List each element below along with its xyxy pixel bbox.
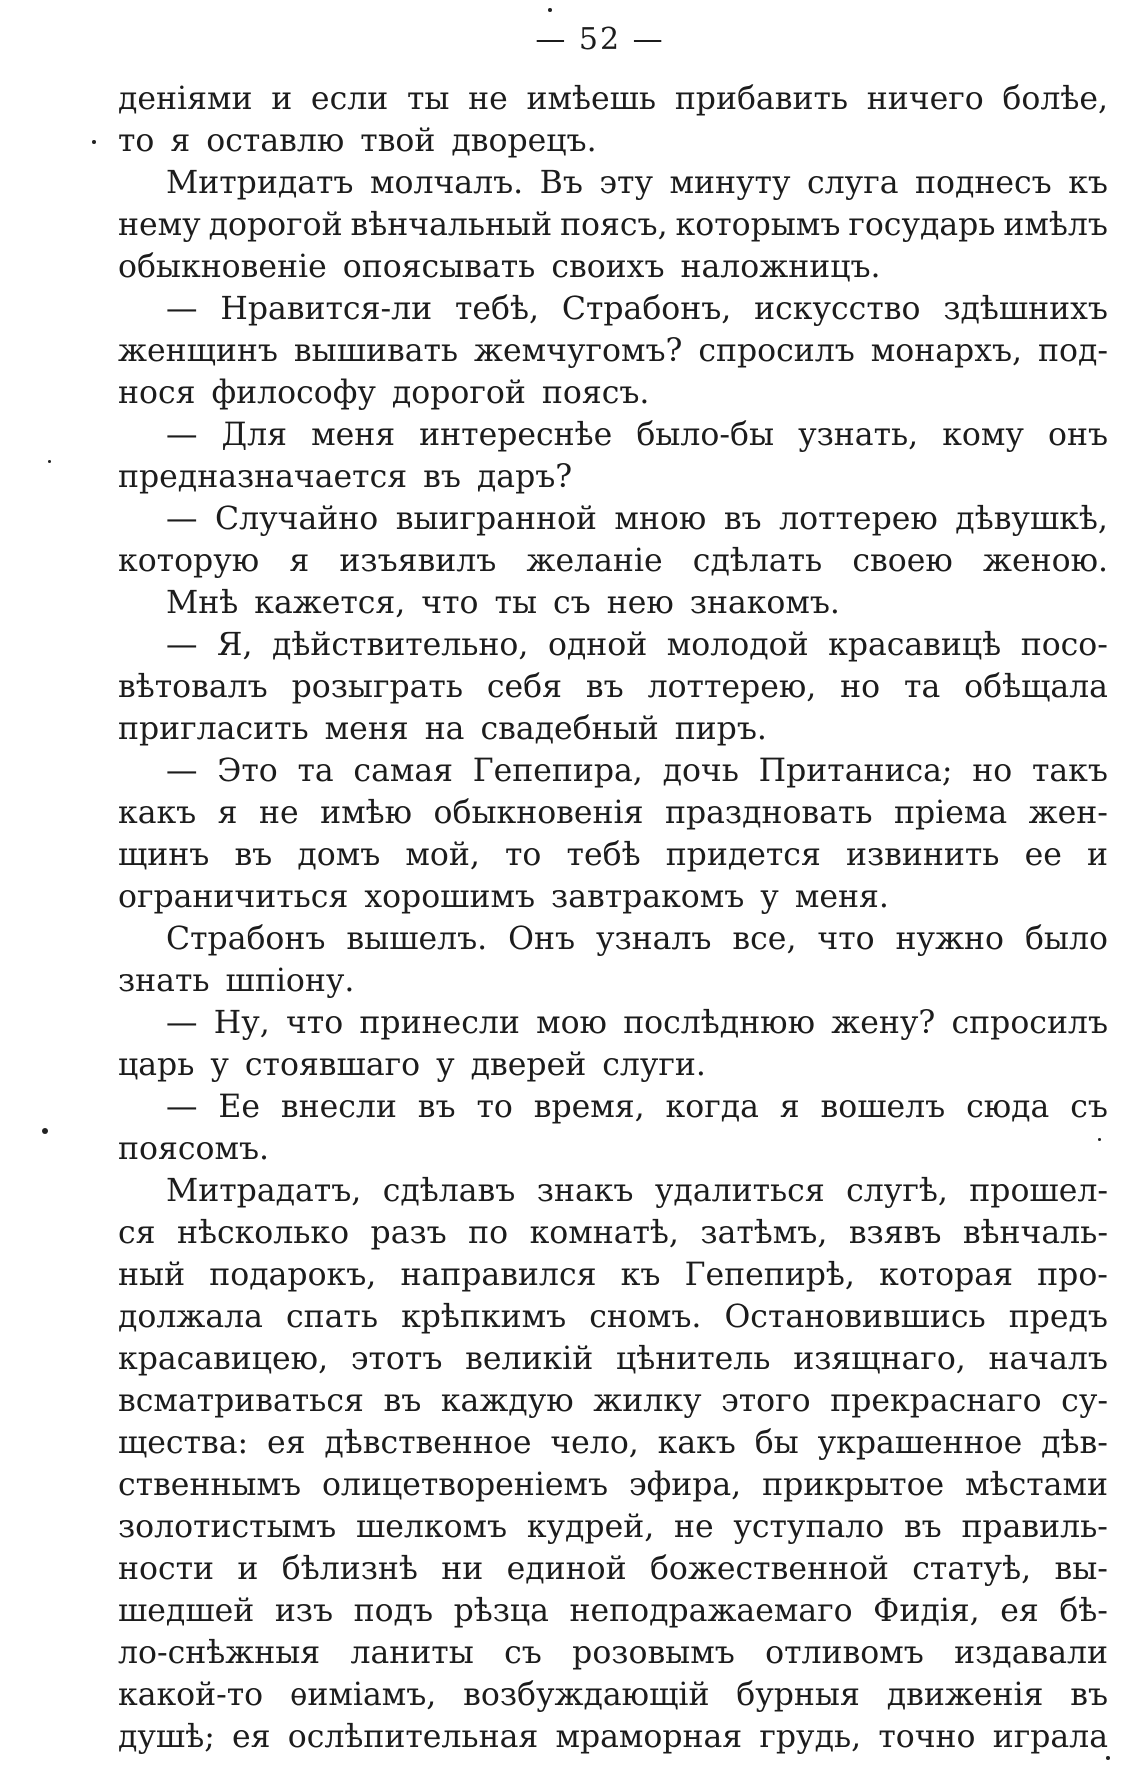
text-line: — Нравится-ли тебѣ, Страбонъ, искусство здѣшнихъ xyxy=(166,291,1108,327)
text-line: красавицею, этотъ великій цѣнитель изящнаго, началъ xyxy=(118,1341,1108,1377)
text-line: — Я, дѣйствительно, одной молодой красавицѣ посо- xyxy=(166,627,1108,663)
text-line: вѣтовалъ розыграть себя въ лоттерею, но та обѣщала xyxy=(118,669,1108,705)
text-line: — Ее внесли въ то время, когда я вошелъ сюда съ xyxy=(166,1089,1108,1125)
text-line: ный подарокъ, направился къ Гепепирѣ, которая про- xyxy=(118,1257,1108,1293)
ink-speck xyxy=(548,8,552,12)
text-line: то я оставлю твой дворецъ. xyxy=(118,123,597,159)
text-line: душѣ; ея ослѣпительная мраморная грудь, точно играла xyxy=(118,1719,1108,1755)
text-line: пригласить меня на свадебный пиръ. xyxy=(118,711,767,747)
body-text xyxy=(118,78,1108,1758)
ink-speck xyxy=(48,460,51,463)
page-number: — 52 — xyxy=(535,22,665,57)
text-line: какой-то ѳиміамъ, возбуждающій бурныя движенія въ xyxy=(118,1677,1108,1713)
text-line: знать шпіону. xyxy=(118,963,355,999)
text-line: ло-снѣжныя ланиты съ розовымъ отливомъ издавали xyxy=(118,1635,1108,1671)
text-line: Митридатъ молчалъ. Въ эту минуту слуга поднесъ къ xyxy=(166,165,1108,201)
text-line: должала спать крѣпкимъ сномъ. Остановившись предъ xyxy=(118,1299,1108,1335)
text-line: женщинъ вышивать жемчугомъ? спросилъ монархъ, под- xyxy=(118,333,1108,369)
text-line: Страбонъ вышелъ. Онъ узналъ все, что нужно было xyxy=(166,921,1108,957)
ink-speck xyxy=(42,1128,48,1134)
text-line: какъ я не имѣю обыкновенія праздновать пріема жен- xyxy=(118,795,1108,831)
text-line: нему дорогой вѣнчальный поясъ, которымъ государь имѣлъ xyxy=(118,207,1108,243)
text-line: предназначается въ даръ? xyxy=(118,459,573,495)
text-line: ограничиться хорошимъ завтракомъ у меня. xyxy=(118,879,889,915)
text-line: которую я изъявилъ желаніе сдѣлать своею женою. xyxy=(118,543,1108,579)
text-line: — Случайно выигранной мною въ лоттерею дѣвушкѣ, xyxy=(166,501,1108,537)
text-line: Мнѣ кажется, что ты съ нею знакомъ. xyxy=(166,585,840,621)
text-line: — Это та самая Гепепира, дочь Пританиса; но такъ xyxy=(166,753,1108,789)
text-line: Митрадатъ, сдѣлавъ знакъ удалиться слугѣ, прошел- xyxy=(166,1173,1108,1209)
text-line: щества: ея дѣвственное чело, какъ бы украшенное дѣв- xyxy=(118,1425,1108,1461)
text-line: шедшей изъ подъ рѣзца неподражаемаго Фидія, ея бѣ- xyxy=(118,1593,1108,1629)
ink-speck xyxy=(1106,1756,1110,1760)
text-line: поясомъ. xyxy=(118,1131,269,1167)
text-line: царь у стоявшаго у дверей слуги. xyxy=(118,1047,706,1083)
text-line: ся нѣсколько разъ по комнатѣ, затѣмъ, взявъ вѣнчаль- xyxy=(118,1215,1108,1251)
text-line: щинъ въ домъ мой, то тебѣ придется извинить ее и xyxy=(118,837,1108,873)
text-line: обыкновеніе опоясывать своихъ наложницъ. xyxy=(118,249,881,285)
text-line: ственнымъ олицетвореніемъ эфира, прикрытое мѣстами xyxy=(118,1467,1108,1503)
text-line: нося философу дорогой поясъ. xyxy=(118,375,650,411)
ink-speck xyxy=(92,140,96,144)
text-line: — Для меня интереснѣе было-бы узнать, кому онъ xyxy=(166,417,1108,453)
text-line: деніями и если ты не имѣешь прибавить ничего болѣе, xyxy=(118,81,1108,117)
ink-speck xyxy=(1098,1138,1101,1141)
text-line: всматриваться въ каждую жилку этого прекраснаго су- xyxy=(118,1383,1108,1419)
text-line: золотистымъ шелкомъ кудрей, не уступало въ правиль- xyxy=(118,1509,1108,1545)
text-line: — Ну, что принесли мою послѣднюю жену? спросилъ xyxy=(166,1005,1108,1041)
text-line: ности и бѣлизнѣ ни единой божественной статуѣ, вы- xyxy=(118,1551,1108,1587)
